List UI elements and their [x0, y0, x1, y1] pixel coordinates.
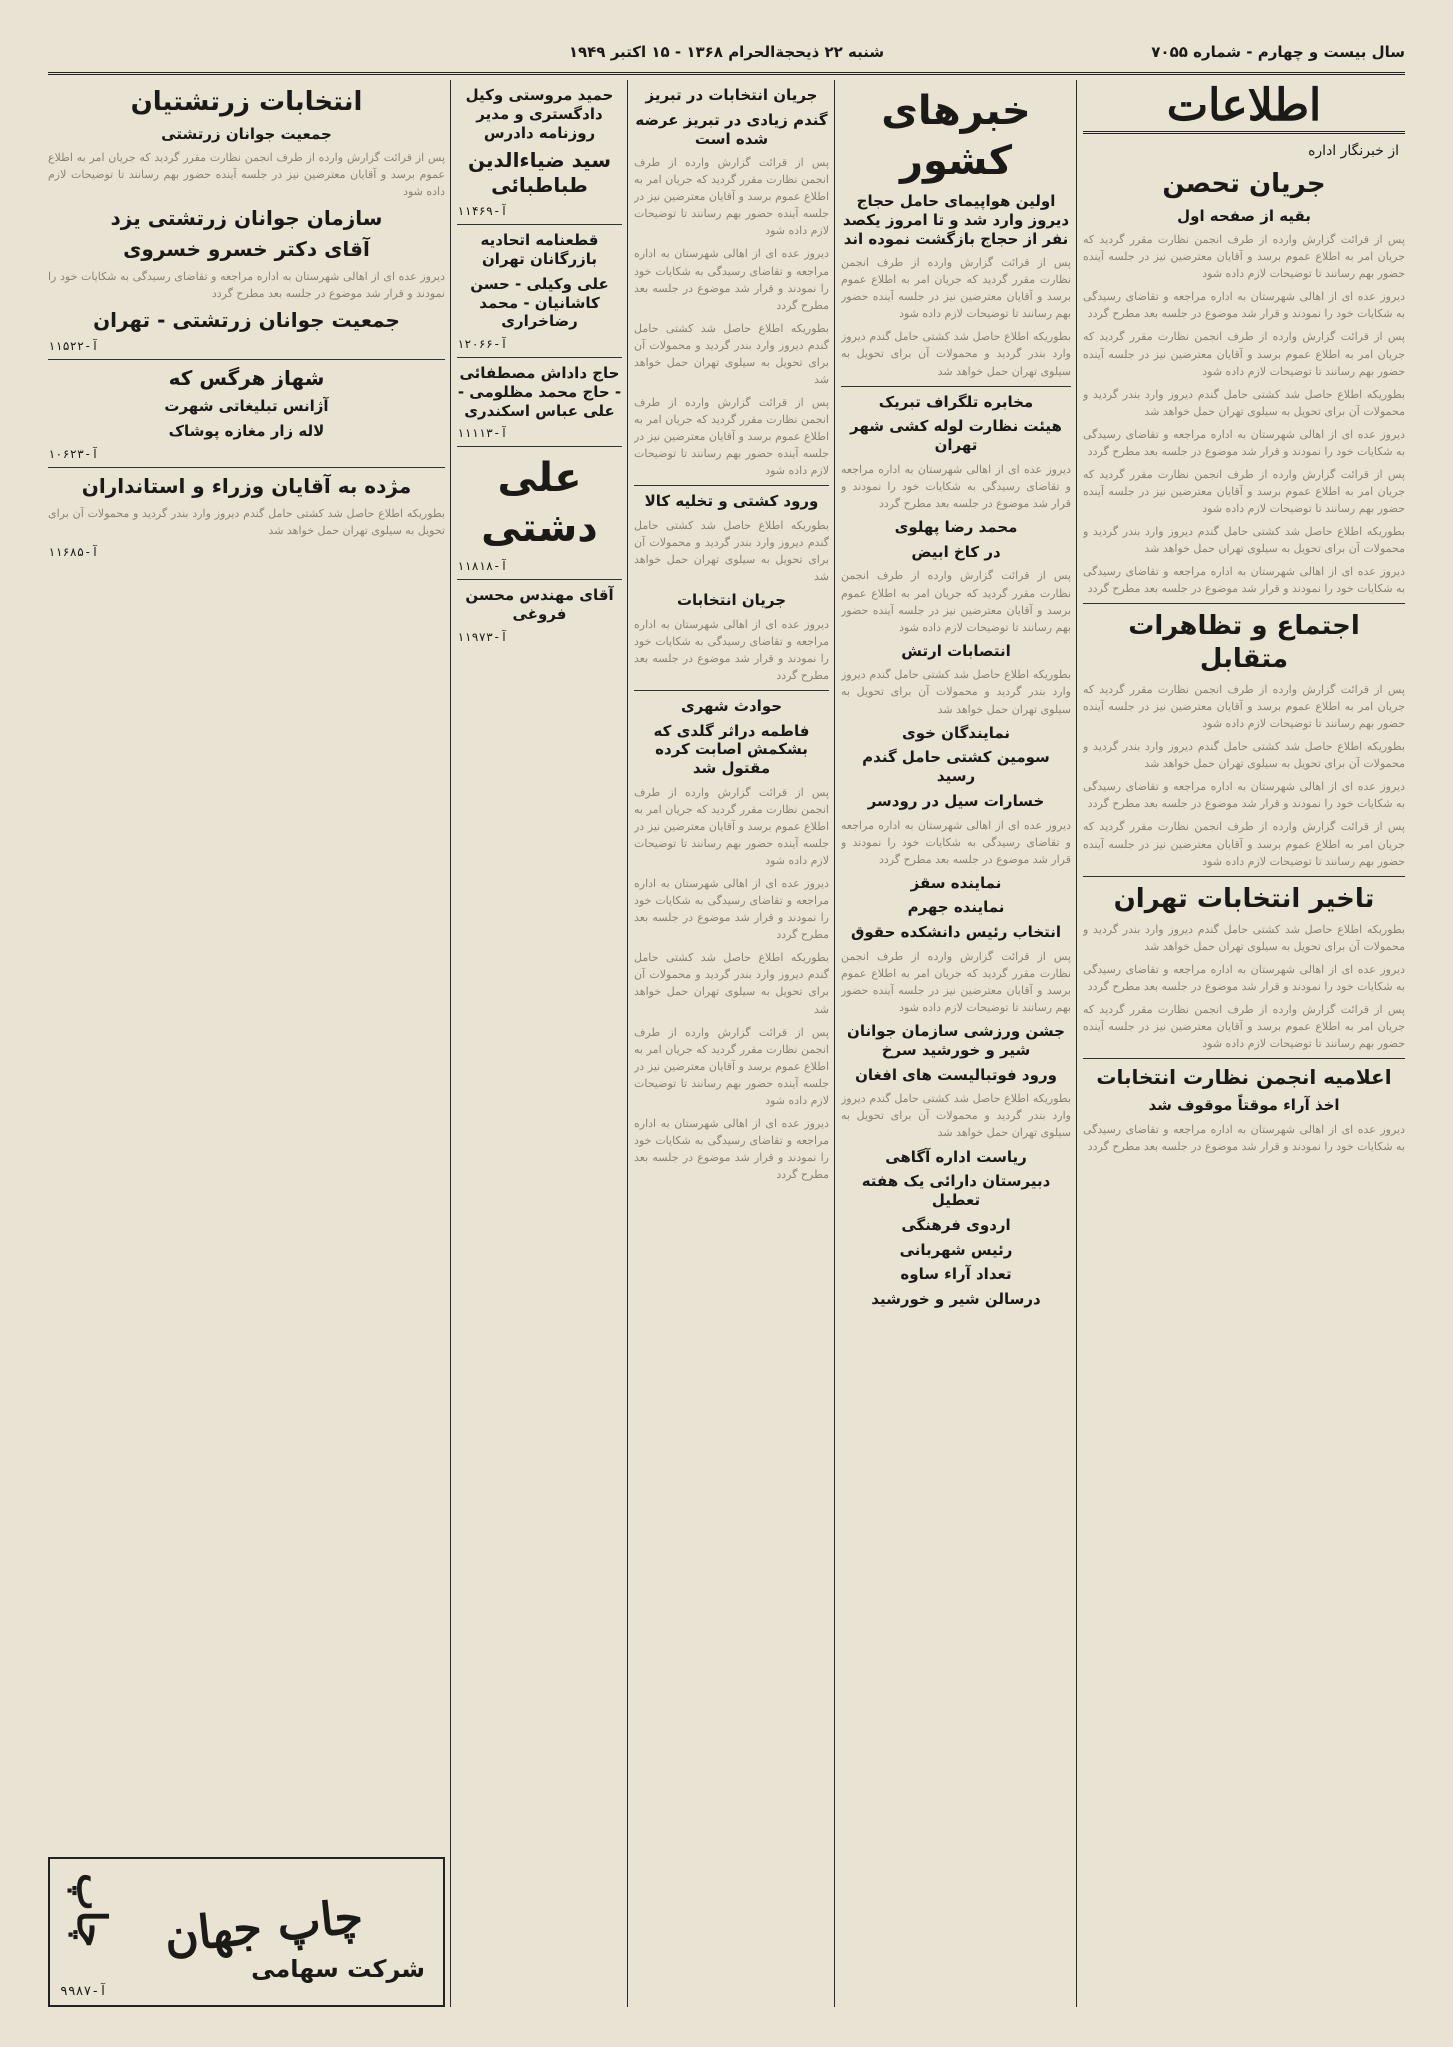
article-text: بطوریکه اطلاع حاصل شد کشتی حامل گندم دیروز وارد بندر گردید و محمولات آن برای تحویل به سیلوی تهران حمل خواهد شد — [634, 951, 829, 1016]
article-text: پس از قرائت گزارش وارده از طرف انجمن نظارت مقرر گردید که جریان امر به اطلاع عموم برسد و آقایان معترضین نیز در جلسه آینده حضور بهم رسانند تا توضیحات لازم داده شود — [634, 785, 829, 868]
headline-zartoshtian: انتخابات زرتشتیان — [130, 87, 363, 117]
article-text: دیروز عده ای از اهالی شهرستان به اداره مراجعه و تقاضای رسیدگی به شکایات خود را نمودند و قرار شد موضوع در جلسه بعد مطرح گردد — [841, 462, 1071, 510]
article-text: دیروز عده ای از اهالی شهرستان به اداره مراجعه و تقاضای رسیدگی به شکایات خود را نمودند و قرار شد موضوع در جلسه بعد مطرح گردد — [48, 270, 445, 301]
date-line: شنبه ۲۲ ذیحجةالحرام ۱۳۶۸ - ۱۵ اکتبر ۱۹۴۹ — [568, 43, 885, 61]
print-ad — [48, 1857, 445, 2007]
article-text: بطوریکه اطلاع حاصل شد کشتی حامل گندم دیروز وارد بندر گردید و محمولات آن برای تحویل به سیلوی تهران حمل خواهد شد — [1083, 524, 1405, 555]
headline-khoy: نمایندگان خوی — [901, 723, 1011, 742]
divider — [48, 359, 445, 360]
article-text: پس از قرائت گزارش وارده از طرف انجمن نظارت مقرر گردید که جریان امر به اطلاع عموم برسد و آقایان معترضین نیز در جلسه آینده حضور بهم رسانند تا توضیحات لازم داده شود — [1083, 467, 1405, 515]
article-text: پس از قرائت گزارش وارده از طرف انجمن نظارت مقرر گردید که جریان امر به اطلاع عموم برسد و آقایان معترضین نیز در جلسه آینده حضور بهم رسانند تا توضیحات لازم داده شود — [841, 569, 1071, 634]
ad-code: آ-۱۱۶۸۵ — [48, 545, 99, 560]
divider — [457, 357, 622, 358]
article-text: پس از قرائت گزارش وارده از طرف انجمن نظارت مقرر گردید که جریان امر به اطلاع عموم برسد و آقایان معترضین نیز در جلسه آینده حضور بهم رسانند تا توضیحات لازم داده شود — [841, 949, 1071, 1015]
article-text: دیروز عده ای از اهالی شهرستان به اداره مراجعه و تقاضای رسیدگی به شکایات خود را نمودند و قرار شد موضوع در جلسه بعد مطرح گردد — [634, 617, 829, 682]
article-text: بطوریکه اطلاع حاصل شد کشتی حامل گندم دیروز وارد بندر گردید و محمولات آن برای تحویل به سیلوی تهران حمل خواهد شد — [48, 506, 445, 538]
headline-jahrom: نماینده جهرم — [907, 898, 1005, 917]
ad-heading: مژده به آقایان وزراء و استانداران — [81, 473, 412, 498]
column-rule — [834, 80, 835, 2007]
headline-ertesh: انتصابات ارتش — [901, 641, 1011, 660]
ad-code: آ-۱۰۶۲۳ — [48, 446, 99, 461]
top-bar — [48, 32, 1405, 75]
divider — [1083, 876, 1405, 877]
headline-urdu: اردوی فرهنگی — [901, 1215, 1011, 1234]
headline-riasat: ریاست اداره آگاهی — [885, 1147, 1027, 1166]
headline-khabarha: خبرهای کشور — [881, 88, 1031, 184]
article-text: بطوریکه اطلاع حاصل شد کشتی حامل گندم دیروز وارد بندر گردید و محمولات آن برای تحویل به سیلوی تهران حمل خواهد شد — [1083, 740, 1405, 771]
ad-shop: آژانس تبلیغاتی شهرت — [164, 397, 329, 416]
headline-afghan: ورود فوتبالیست های افغان — [855, 1065, 1057, 1084]
headline-sub: اولین هواپیمای حامل حجاج دیروز وارد شد و تا امروز یکصد نفر از حجاج بازگشت نموده اند — [842, 192, 1070, 248]
ad-name-dashti: علی دشتی — [481, 455, 598, 552]
article-text: دیروز عده ای از اهالی شهرستان به اداره مراجعه و تقاضای رسیدگی به شکایات خود را نمودند و قرار شد موضوع در جلسه بعد مطرح گردد — [841, 818, 1071, 866]
article-text: بطوریکه اطلاع حاصل شد کشتی حامل گندم دیروز وارد بندر گردید و محمولات آن برای تحویل به سیلوی تهران حمل خواهد شد — [841, 330, 1071, 378]
masthead-logo: اطلاعات — [1083, 80, 1405, 134]
ad-vertical-label: چاپ — [68, 1873, 115, 1948]
article-text: بطوریکه اطلاع حاصل شد کشتی حامل گندم دیروز وارد بندر گردید و محمولات آن برای تحویل به سیلوی تهران حمل خواهد شد — [1083, 387, 1405, 418]
headline-saveh: تعداد آراء ساوه — [900, 1265, 1012, 1284]
article-text: پس از قرائت گزارش وارده از طرف انجمن نظارت مقرر گردید که جریان امر به اطلاع عموم برسد و آقایان معترضین نیز در جلسه آینده حضور بهم رسانند تا توضیحات لازم داده شود — [1083, 233, 1405, 281]
article-text: بطوریکه اطلاع حاصل شد کشتی حامل گندم دیروز وارد بندر گردید و محمولات آن برای تحویل به سیلوی تهران حمل خواهد شد — [634, 518, 829, 583]
headline-dabir: دبیرستان دارائی یک هفته تعطیل — [861, 1172, 1051, 1210]
article-text: پس از قرائت گزارش وارده از طرف انجمن نظارت مقرر گردید که جریان امر به اطلاع عموم برسد و آقایان معترضین نیز در جلسه آینده حضور بهم رسانند تا توضیحات لازم داده شود — [48, 151, 445, 199]
headline-daneshkadeh: انتخاب رئیس دانشکده حقوق — [850, 923, 1062, 942]
issue-line: سال بیست و چهارم - شماره ۷۰۵۵ — [1151, 43, 1405, 61]
article-text: پس از قرائت گزارش وارده از طرف انجمن نظارت مقرر گردید که جریان امر به اطلاع عموم برسد و آقایان معترضین نیز در جلسه آینده حضور بهم رسانند تا توضیحات لازم داده شود — [1083, 820, 1405, 868]
divider — [48, 467, 445, 468]
headline-sail: خسارات سیل در رودسر — [867, 791, 1045, 810]
headline-sazman: جشن ورزشی سازمان جوانان شیر و خورشید سرخ — [847, 1022, 1065, 1059]
article-text: پس از قرائت گزارش وارده از طرف انجمن نظارت مقرر گردید که جریان امر به اطلاع عموم برسد و آقایان معترضین نیز در جلسه آینده حضور بهم رسانند تا توضیحات لازم داده شود — [634, 395, 829, 478]
headline-saqqez: نماینده سقز — [910, 873, 1002, 892]
ad-code: آ-۱۱۸۱۸ — [457, 559, 508, 574]
ad-name: آقای مهندس محسن فروغی — [465, 586, 614, 623]
ad-code: آ-۱۱۹۷۳ — [457, 629, 508, 644]
ad-heading: شهاز هرگس که — [168, 366, 325, 391]
ad-name: آقای دکتر خسرو خسروی — [123, 237, 370, 262]
article-text: دیروز عده ای از اهالی شهرستان به اداره مراجعه و تقاضای رسیدگی به شکایات خود را نمودند و قرار شد موضوع در جلسه بعد مطرح گردد — [1083, 427, 1405, 458]
article-text: پس از قرائت گزارش وارده از طرف انجمن نظارت مقرر گردید که جریان امر به اطلاع عموم برسد و آقایان معترضین نیز در جلسه آینده حضور بهم رسانند تا توضیحات لازم داده شود — [841, 256, 1071, 321]
ad-code: آ-۱۱۱۱۳ — [457, 426, 508, 441]
column-rule — [450, 80, 451, 2007]
byline: از خبرنگار اداره — [1308, 143, 1399, 159]
article-text: دیروز عده ای از اهالی شهرستان به اداره مراجعه و تقاضای رسیدگی به شکایات خود را نمودند و قرار شد موضوع در جلسه بعد مطرح گردد — [1083, 1123, 1405, 1154]
headline-tahassun: جریان تحصن — [1162, 169, 1326, 199]
ad-heading: قطعنامه اتحادیه بازرگانان تهران — [480, 231, 599, 268]
column-4 — [457, 80, 622, 2007]
divider — [634, 485, 829, 486]
headline-kala: ورود کشتی و تخلیه کالا — [644, 492, 819, 511]
ad-code: آ-۱۲۰۶۶ — [457, 337, 508, 351]
headline-sazman: سازمان جوانان زرتشتی یزد — [110, 206, 383, 231]
headline-sub: اخذ آراء موقتاً موقوف شد — [1148, 1096, 1340, 1115]
ad-names: علی وکیلی - حسن کاشانیان - محمد رضاخراری — [470, 274, 609, 331]
article-text: دیروز عده ای از اهالی شهرستان به اداره مراجعه و تقاضای رسیدگی به شکایات خود را نمودند و قرار شد موضوع در جلسه بعد مطرح گردد — [1083, 963, 1405, 994]
headline-tabriz-elections: جریان انتخابات در تبریز — [645, 86, 818, 104]
headline-ship: سومین کشتی حامل گندم رسید — [862, 748, 1050, 786]
ad-footer: جمعیت جوانان زرتشتی - تهران — [93, 308, 400, 333]
headline-pahlavi: محمد رضا پهلوی — [894, 517, 1018, 536]
ad-code: آ-۱۱۴۶۹ — [457, 204, 508, 219]
ad-sub-label: شرکت سهامی — [251, 1955, 425, 1983]
article-text: دیروز عده ای از اهالی شهرستان به اداره مراجعه و تقاضای رسیدگی به شکایات خود را نمودند و قرار شد موضوع در جلسه بعد مطرح گردد — [1083, 290, 1405, 321]
ad-names: حاج داداش مصطفائی - حاج محمد مظلومی - علی عباس اسکندری — [457, 364, 622, 420]
headline-shahrbani: رئیس شهربانی — [899, 1240, 1013, 1259]
column-3 — [634, 80, 829, 2007]
headline-sub: گندم زیادی در تبریز عرضه شده است — [635, 110, 828, 148]
article-text: بطوریکه اطلاع حاصل شد کشتی حامل گندم دیروز وارد بندر گردید و محمولات آن برای تحویل به سیلوی تهران حمل خواهد شد — [634, 321, 829, 386]
divider — [1083, 1058, 1405, 1059]
headline-sub: بقیه از صفحه اول — [1177, 206, 1311, 225]
divider — [457, 446, 622, 447]
divider — [457, 224, 622, 225]
headline-havades: حوادث شهری — [680, 696, 783, 715]
headline-tabriz: مخابره تلگراف تبریک — [878, 392, 1034, 411]
ad-shop: لاله زار مغازه پوشاک — [168, 422, 325, 441]
ad-heading: حمید مروستی وکیل دادگستری و مدیر روزنامه دادرس — [465, 86, 614, 142]
column-rule — [627, 80, 628, 2007]
article-text: بطوریکه اطلاع حاصل شد کشتی حامل گندم دیروز وارد بندر گردید و محمولات آن برای تحویل به سیلوی تهران حمل خواهد شد — [841, 668, 1071, 716]
ad-code: آ-۱۱۵۲۲ — [48, 339, 99, 354]
article-text: پس از قرائت گزارش وارده از طرف انجمن نظارت مقرر گردید که جریان امر به اطلاع عموم برسد و آقایان معترضین نیز در جلسه آینده حضور بهم رسانند تا توضیحات لازم داده شود — [634, 156, 829, 238]
headline-takhir: تاخیر انتخابات تهران — [1113, 883, 1375, 914]
article-text: بطوریکه اطلاع حاصل شد کشتی حامل گندم دیروز وارد بندر گردید و محمولات آن برای تحویل به سیلوی تهران حمل خواهد شد — [841, 1092, 1071, 1140]
article-text: دیروز عده ای از اهالی شهرستان به اداره مراجعه و تقاضای رسیدگی به شکایات خود را نمودند و قرار شد موضوع در جلسه بعد مطرح گردد — [634, 877, 829, 942]
headline-jarayan: جریان انتخابات — [676, 591, 787, 610]
divider — [841, 386, 1071, 387]
ad-code: آ-۹۹۸۷ — [60, 1984, 107, 1999]
column-2 — [841, 80, 1071, 2007]
column-rule — [1076, 80, 1077, 2007]
headline-elamiyeh: اعلامیه انجمن نظارت انتخابات — [1096, 1065, 1392, 1090]
divider — [1083, 603, 1405, 604]
article-text: دیروز عده ای از اهالی شهرستان به اداره مراجعه و تقاضای رسیدگی به شکایات خود را نمودند و قرار شد موضوع در جلسه بعد مطرح گردد — [1083, 565, 1405, 596]
article-text: پس از قرائت گزارش وارده از طرف انجمن نظارت مقرر گردید که جریان امر به اطلاع عموم برسد و آقایان معترضین نیز در جلسه آینده حضور بهم رسانند تا توضیحات لازم داده شود — [634, 1025, 829, 1107]
divider — [457, 579, 622, 580]
headline-ejtema: اجتماع و تظاهرات متقابل — [1128, 611, 1360, 674]
divider — [634, 690, 829, 691]
ad-main-label: چاپ جهان — [161, 1888, 366, 1964]
headline-sub: فاطمه دراثر گلدی که بشکمش اصابت کرده مقتول شد — [653, 721, 810, 778]
article-text: دیروز عده ای از اهالی شهرستان به اداره مراجعه و تقاضای رسیدگی به شکایات خود را نمودند و قرار شد موضوع در جلسه بعد مطرح گردد — [1083, 780, 1405, 811]
headline-kakh: در کاخ ابیض — [911, 542, 1001, 561]
article-text: پس از قرائت گزارش وارده از طرف انجمن نظارت مقرر گردید که جریان امر به اطلاع عموم برسد و آقایان معترضین نیز در جلسه آینده حضور بهم رسانند تا توضیحات لازم داده شود — [1083, 683, 1405, 731]
headline-sarhang: درسالن شیر و خورشید — [871, 1290, 1041, 1309]
column-1 — [1083, 80, 1405, 2007]
article-text: دیروز عده ای از اهالی شهرستان به اداره مراجعه و تقاضای رسیدگی به شکایات خود را نمودند و قرار شد موضوع در جلسه بعد مطرح گردد — [634, 1116, 829, 1181]
article-text: دیروز عده ای از اهالی شهرستان به اداره مراجعه و تقاضای رسیدگی به شکایات خود را نمودند و قرار شد موضوع در جلسه بعد مطرح گردد — [634, 247, 829, 312]
headline-lule: هیئت نظارت لوله کشی شهر تهران — [850, 417, 1062, 455]
article-text: بطوریکه اطلاع حاصل شد کشتی حامل گندم دیروز وارد بندر گردید و محمولات آن برای تحویل به سیلوی تهران حمل خواهد شد — [1083, 923, 1405, 954]
article-text: پس از قرائت گزارش وارده از طرف انجمن نظارت مقرر گردید که جریان امر به اطلاع عموم برسد و آقایان معترضین نیز در جلسه آینده حضور بهم رسانند تا توضیحات لازم داده شود — [1083, 1003, 1405, 1051]
article-text: پس از قرائت گزارش وارده از طرف انجمن نظارت مقرر گردید که جریان امر به اطلاع عموم برسد و آقایان معترضین نیز در جلسه آینده حضور بهم رسانند تا توضیحات لازم داده شود — [1083, 330, 1405, 378]
ad-name: سید ضیاءالدین طباطبائی — [468, 148, 611, 198]
column-5 — [48, 80, 445, 2007]
headline-sub: جمعیت جوانان زرتشتی — [161, 124, 332, 143]
